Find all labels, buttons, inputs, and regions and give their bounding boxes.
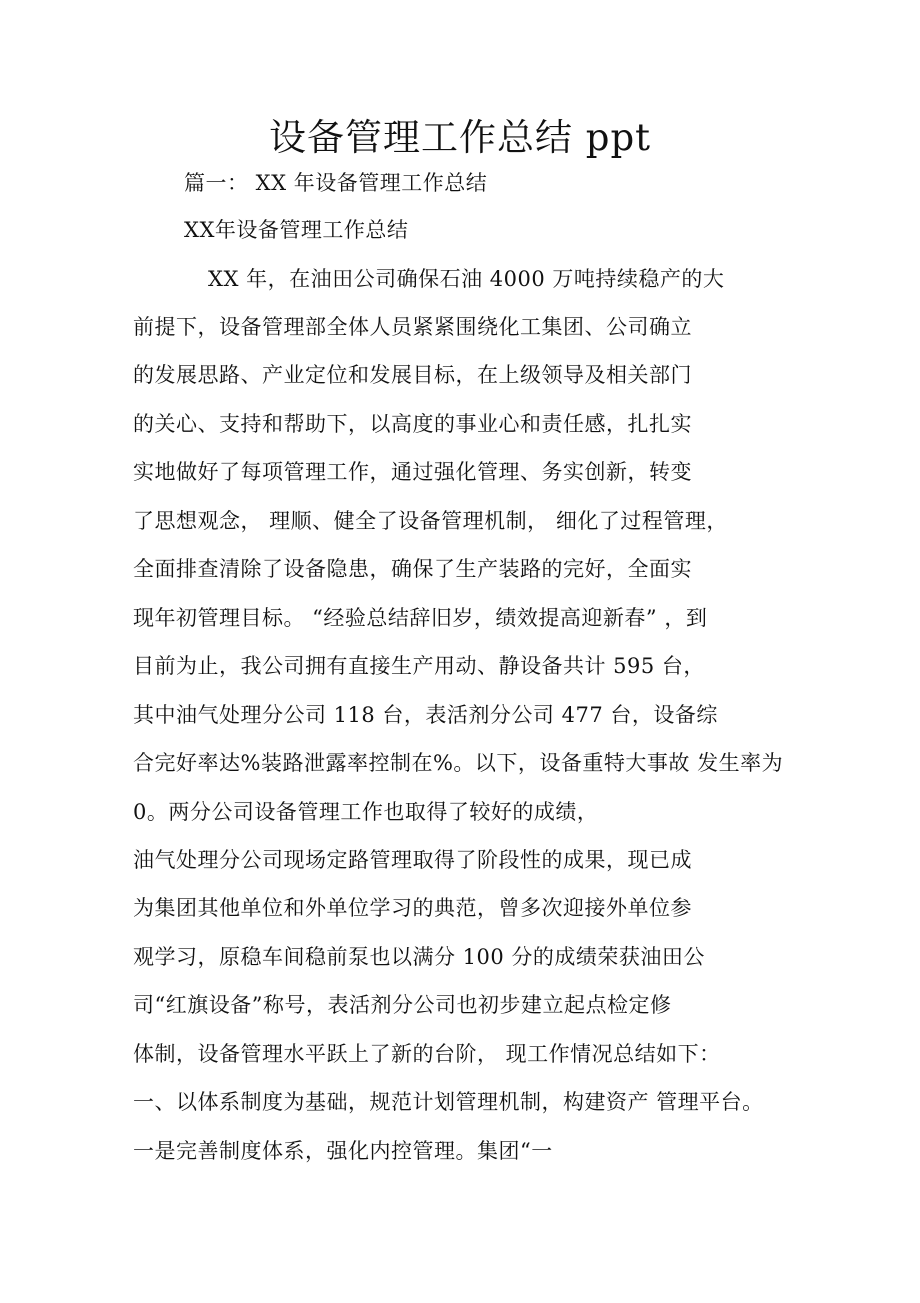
article-title: XX年设备管理工作总结: [184, 218, 409, 242]
body-line: 体制，设备管理水平跃上了新的台阶， 现工作情况总结如下：: [133, 1042, 721, 1066]
body-line: 为集团其他单位和外单位学习的典范，曾多次迎接外单位参: [133, 896, 692, 920]
body-line: 现年初管理目标。 “经验总结辞旧岁，绩效提高迎新春” ，到: [133, 606, 708, 630]
body-line: 观学习，原稳车间稳前泵也以满分 100 分的成绩荣获油田公: [133, 945, 705, 969]
body-line: 合完好率达%装路泄露率控制在%。以下，设备重特大事故 发生率为: [133, 751, 784, 775]
body-line: 的关心、支持和帮助下，以高度的事业心和责任感，扎扎实: [133, 412, 692, 436]
body-line: XX 年，在油田公司确保石油 4000 万吨持续稳产的大: [208, 267, 725, 291]
body-line: 全面排查清除了设备隐患，确保了生产装路的完好，全面实: [133, 557, 692, 581]
body-line: 其中油气处理分公司 118 台，表活剂分公司 477 台，设备综: [133, 703, 718, 727]
body-line: 油气处理分公司现场定路管理取得了阶段性的成果，现已成: [133, 848, 692, 872]
body-line: 0。两分公司设备管理工作也取得了较好的成绩，: [133, 800, 599, 824]
body-line: 实地做好了每项管理工作，通过强化管理、务实创新，转变: [133, 460, 692, 484]
body-line: 的发展思路、产业定位和发展目标，在上级领导及相关部门: [133, 363, 692, 387]
body-line: 一、以体系制度为基础，规范计划管理机制，构建资产 管理平台。: [133, 1090, 764, 1114]
body-line: 司“红旗设备”称号，表活剂分公司也初步建立起点检定修: [133, 993, 672, 1017]
body-line: 目前为止，我公司拥有直接生产用动、静设备共计 595 台，: [133, 654, 705, 678]
body-line: 一是完善制度体系，强化内控管理。集团“一: [133, 1139, 553, 1163]
body-line: 前提下，设备管理部全体人员紧紧围绕化工集团、公司确立: [133, 315, 692, 339]
document-title: 设备管理工作总结 ppt: [269, 116, 651, 159]
section-heading: 篇一： XX 年设备管理工作总结: [184, 171, 488, 195]
body-line: 了思想观念， 理顺、健全了设备管理机制， 细化了过程管理，: [133, 509, 728, 533]
